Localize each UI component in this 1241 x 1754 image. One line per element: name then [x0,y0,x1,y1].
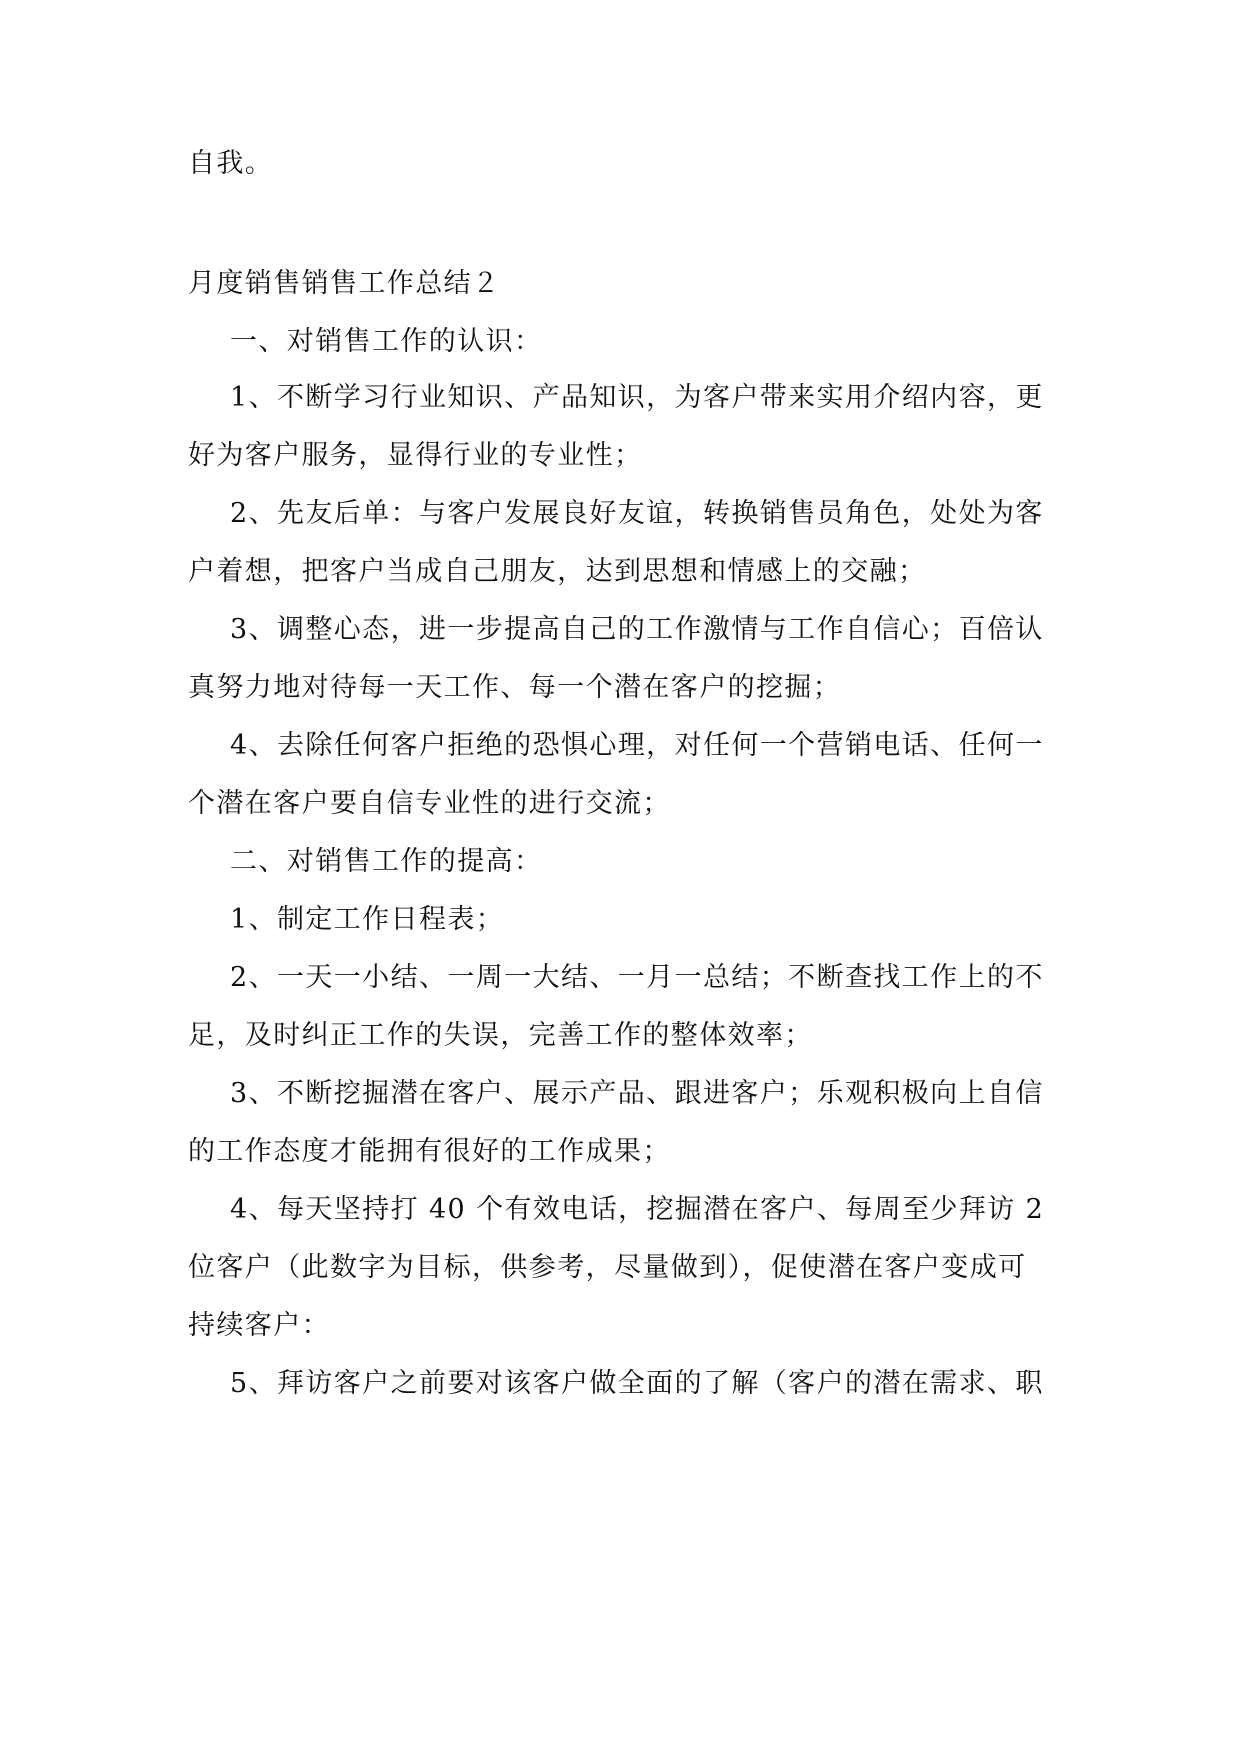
s2-item5-line1: 5、拜访客户之前要对该客户做全面的了解（客户的潜在需求、职 [230,1368,1044,1399]
s2-item4-line2: 位客户（此数字为目标，供参考，尽量做到），促使潜在客户变成可 [188,1252,1027,1283]
intro-tail-text: 自我。 [188,148,274,179]
s2-item4-line1: 4、每天坚持打 40 个有效电话，挖掘潜在客户、每周至少拜访 2 [230,1194,1045,1225]
s2-item3-line1: 3、不断挖掘潜在客户、展示产品、跟进客户；乐观积极向上自信 [230,1078,1044,1109]
s1-item3-line2: 真努力地对待每一天工作、每一个潜在客户的挖掘； [188,672,842,703]
s2-item1-line1: 1、制定工作日程表； [230,904,505,935]
s1-item3-line1: 3、调整心态，进一步提高自己的工作激情与工作自信心；百倍认 [230,614,1044,645]
s1-item4-line1: 4、去除任何客户拒绝的恐惧心理，对任何一个营销电话、任何一 [230,730,1044,761]
s2-item4-line3: 持续客户： [188,1310,330,1341]
s2-item3-line2: 的工作态度才能拥有很好的工作成果； [188,1136,671,1167]
s2-item2-line2: 足，及时纠正工作的失误，完善工作的整体效率； [188,1020,813,1051]
document-title: 月度销售销售工作总结２ [188,268,501,299]
s1-item1-line2: 好为客户服务，显得行业的专业性； [188,440,643,471]
s2-item2-line1: 2、一天一小结、一周一大结、一月一总结；不断查找工作上的不 [230,962,1044,993]
s1-item1-line1: 1、不断学习行业知识、产品知识，为客户带来实用介绍内容，更 [230,382,1044,413]
s1-item4-line2: 个潜在客户要自信专业性的进行交流； [188,788,671,819]
section1-heading: 一、对销售工作的认识： [230,326,543,357]
s1-item2-line2: 户着想，把客户当成自己朋友，达到思想和情感上的交融； [188,556,927,587]
s1-item2-line1: 2、先友后单：与客户发展良好友谊，转换销售员角色，处处为客 [230,498,1044,529]
section2-heading: 二、对销售工作的提高： [230,846,543,877]
